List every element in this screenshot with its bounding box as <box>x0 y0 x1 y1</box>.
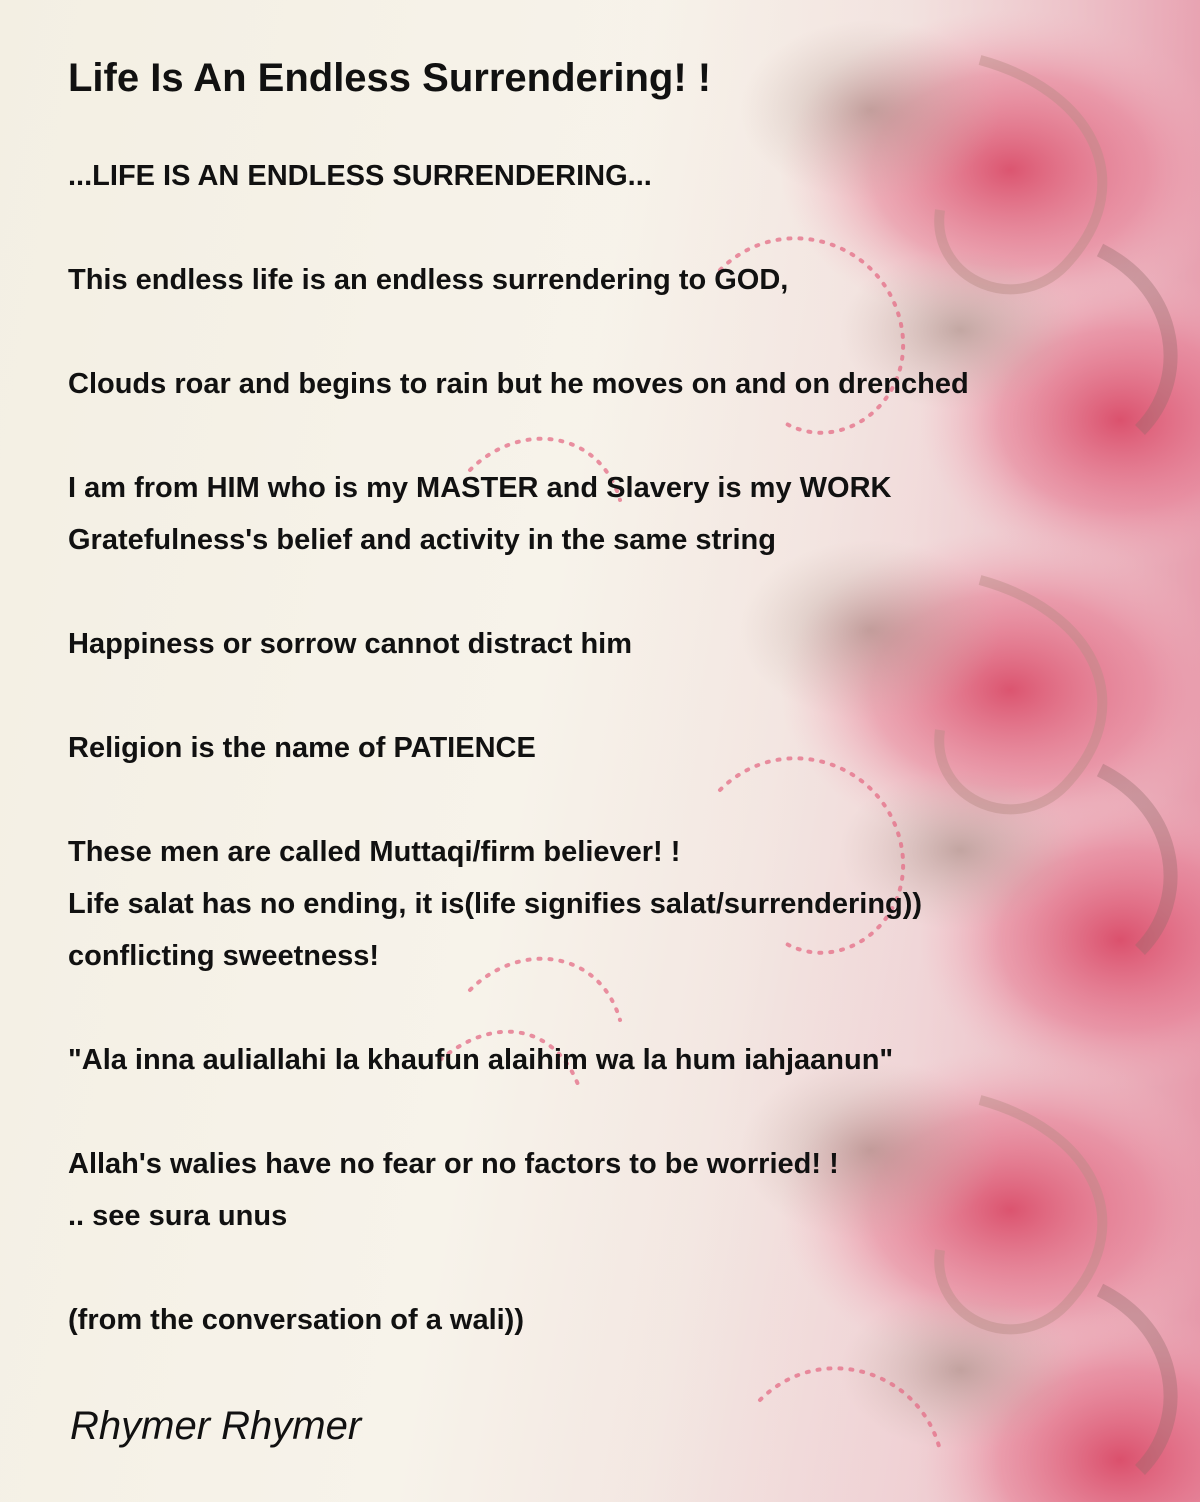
poem-line: (from the conversation of a wali)) <box>68 1304 524 1336</box>
poem-author: Rhymer Rhymer <box>70 1404 362 1448</box>
poem-line: "Ala inna auliallahi la khaufun alaihim wa la hum iahjaanun" <box>68 1044 894 1076</box>
poem-title: Life Is An Endless Surrendering! ! <box>68 56 712 100</box>
poem-line <box>68 1086 1168 1138</box>
poem-line: I am from HIM who is my MASTER and Slavery is my WORK <box>68 472 892 504</box>
poem-line: ...LIFE IS AN ENDLESS SURRENDERING... <box>68 160 652 192</box>
poem-body <box>68 150 1168 1346</box>
poem-line <box>68 202 1168 254</box>
poem-line <box>68 982 1168 1034</box>
poem-line: Clouds roar and begins to rain but he moves on and on drenched <box>68 368 969 400</box>
poem-line: Life salat has no ending, it is(life signifies salat/surrendering)) <box>68 888 923 920</box>
poem-line: This endless life is an endless surrendering to GOD, <box>68 264 789 296</box>
poem-line: Allah's walies have no fear or no factors to be worried! ! <box>68 1148 839 1180</box>
poem-content <box>68 52 1168 1336</box>
poem-line: conflicting sweetness! <box>68 940 380 972</box>
poem-line <box>68 410 1168 462</box>
poem-line <box>68 774 1168 826</box>
poem-line: Happiness or sorrow cannot distract him <box>68 628 632 660</box>
poem-line <box>68 566 1168 618</box>
poem-line: Religion is the name of PATIENCE <box>68 732 536 764</box>
poem-line <box>68 306 1168 358</box>
poem-line <box>68 1242 1168 1294</box>
poem-line: These men are called Muttaqi/firm believer! ! <box>68 836 681 868</box>
poem-line <box>68 670 1168 722</box>
poem-line: Gratefulness's belief and activity in the same string <box>68 524 776 556</box>
poem-line: .. see sura unus <box>68 1200 288 1232</box>
